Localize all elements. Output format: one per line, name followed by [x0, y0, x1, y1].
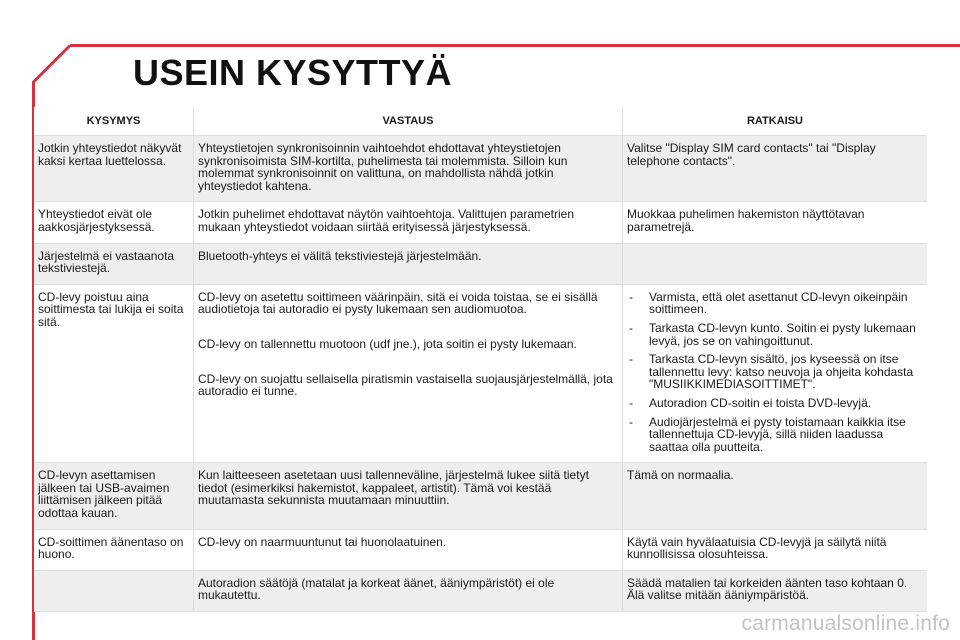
- answer-text: Autoradion säätöjä (matalat ja korkeat äänet, ääniympäristöt) ei ole mukautettu.: [198, 575, 555, 603]
- watermark: carmanualsonline.info: [741, 612, 950, 635]
- answer-text: Kun laitteeseen asetetaan uusi tallenneväline, järjestelmä lukee siitä tietyt tiedot (esimerkiksi hakemistot, kappaleet, artistit). Tämä voi kestää muutamasta sekunnista muutamaan minuuttiin.: [198, 468, 589, 508]
- corner-chevron-icon: [0, 0, 120, 120]
- question-cell: Yhteystiedot eivät ole aakkosjärjestyksessä.: [34, 202, 194, 243]
- solution-list: [627, 291, 923, 454]
- question-cell: CD-levy poistuu aina soittimesta tai lukija ei soita sitä.: [34, 284, 194, 463]
- table-row: [34, 243, 927, 284]
- answer-cell: [194, 463, 623, 529]
- header-question: KYSYMYS: [34, 107, 194, 136]
- solution-list-item: - Autoradion CD-soitin ei toista DVD-levyjä.: [627, 397, 923, 410]
- solution-list-item: - Tarkasta CD-levyn kunto. Soitin ei pysty lukemaan levyä, jos se on vahingoittunut.: [627, 322, 923, 347]
- solution-cell: Muokkaa puhelimen hakemiston näyttötavan parametrejä.: [623, 202, 928, 243]
- answer-cell: [194, 570, 623, 611]
- answer-text: CD-levy on suojattu sellaisella piratismin vastaisella suojausjärjestelmällä, jota autoradio ei tunne.: [198, 371, 613, 399]
- table-row: [34, 136, 927, 202]
- answer-cell: [194, 529, 623, 570]
- question-cell: Jotkin yhteystiedot näkyvät kaksi kertaa luettelossa.: [34, 136, 194, 202]
- solution-cell: Valitse "Display SIM card contacts" tai "Display telephone contacts".: [623, 136, 928, 202]
- table-row: [34, 202, 927, 243]
- solution-cell: Säädä matalien tai korkeiden äänten taso kohtaan 0. Älä valitse mitään ääniympäristöä.: [623, 570, 928, 611]
- answer-cell: [194, 284, 623, 463]
- question-cell: CD-levyn asettamisen jälkeen tai USB-avaimen liittämisen jälkeen pitää odottaa kauan.: [34, 463, 194, 529]
- solution-list-item: - Audiojärjestelmä ei pysty toistamaan kaikkia itse tallennettuja CD-levyjä, sillä niiden laadussa saattaa olla puutteita.: [627, 416, 923, 454]
- solution-cell: [623, 243, 928, 284]
- table-row: [34, 284, 927, 463]
- page-title: USEIN KYSYTTYÄ: [133, 52, 453, 93]
- solution-cell: [623, 284, 928, 463]
- answer-cell: [194, 202, 623, 243]
- question-cell: Järjestelmä ei vastaanota tekstiviestejä.: [34, 243, 194, 284]
- answer-text: Yhteystietojen synkronisoinnin vaihtoehdot ehdottavat yhteystietojen synkronisoimista SIM-kortilta, puhelimesta tai molemmista. Silloin kun molemmat synkronisoinnit on valittuna, on mahdollista nähdä jotkin yhteystiedot kahtena.: [198, 141, 568, 193]
- table-row: [34, 529, 927, 570]
- page-frame-top-rule: [70, 44, 960, 47]
- solution-list-item: - Tarkasta CD-levyn sisältö, jos kyseessä on itse tallennettu levy: katso neuvoja ja ohjeita kohdasta "MUSIIKKIMEDIASOITTIMET".: [627, 353, 923, 391]
- answer-cell: [194, 243, 623, 284]
- table-row: [34, 463, 927, 529]
- answer-text: CD-levy on asetettu soittimeen väärinpäin, sitä ei voida toistaa, se ei sisällä audiotietoja tai autoradio ei pysty lukemaan sen audiomuotoa.: [198, 289, 598, 317]
- table-header-row: [34, 107, 927, 136]
- answer-text: Jotkin puhelimet ehdottavat näytön vaihtoehtoja. Valittujen parametrien mukaan yhteystiedot voidaan siirtää erityisessä järjestyksessä.: [198, 207, 575, 234]
- answer-text: Bluetooth-yhteys ei välitä tekstiviestejä järjestelmään.: [198, 248, 482, 263]
- faq-table: [34, 107, 927, 612]
- question-cell: [34, 570, 194, 611]
- solution-cell: Käytä vain hyvälaatuisia CD-levyjä ja säilytä niitä kunnollisissa olosuhteissa.: [623, 529, 928, 570]
- table-row: [34, 570, 927, 611]
- solution-cell: Tämä on normaalia.: [623, 463, 928, 529]
- header-solution: RATKAISU: [623, 107, 928, 136]
- header-answer: VASTAUS: [194, 107, 623, 136]
- answer-cell: [194, 136, 623, 202]
- question-cell: CD-soittimen äänentaso on huono.: [34, 529, 194, 570]
- solution-list-item: - Varmista, että olet asettanut CD-levyn oikeinpäin soittimeen.: [627, 291, 923, 316]
- answer-text: CD-levy on naarmuuntunut tai huonolaatuinen.: [198, 534, 447, 549]
- answer-text: CD-levy on tallennettu muotoon (udf jne.), jota soitin ei pysty lukemaan.: [198, 336, 577, 351]
